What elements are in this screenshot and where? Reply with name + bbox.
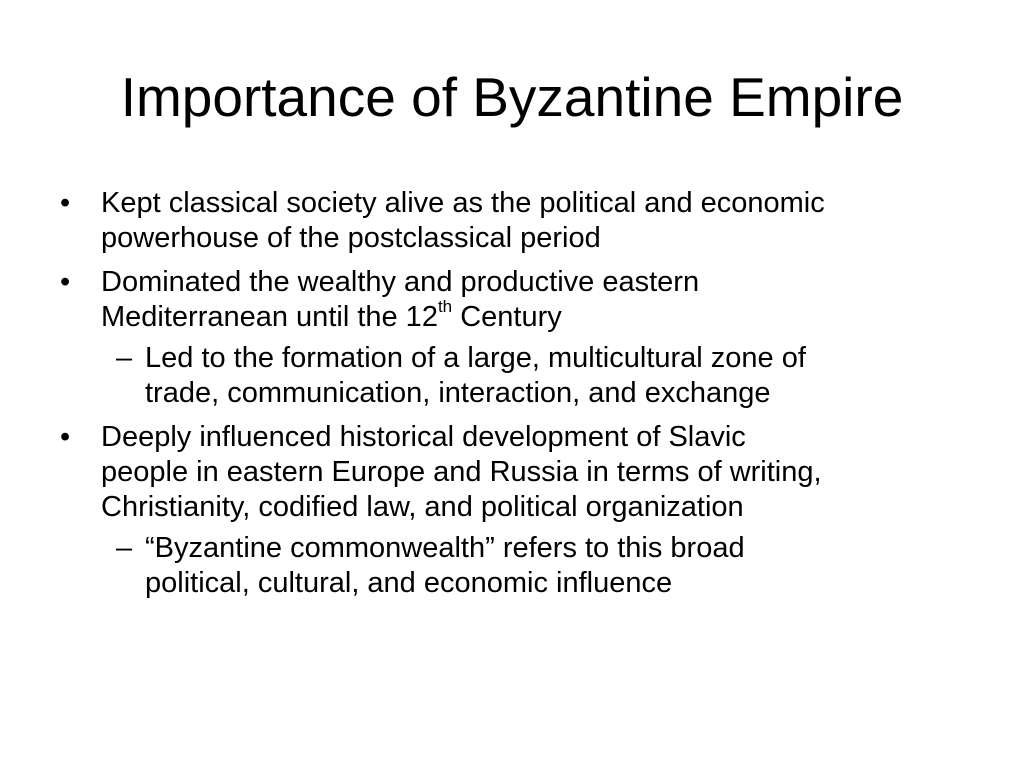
bullet-item-slavic-influence — [58, 420, 978, 525]
slide-title: Importance of Byzantine Empire — [120, 66, 904, 128]
bullet-list — [58, 186, 978, 610]
bullet-text-line-prefix: Mediterranean until the 12 — [101, 301, 438, 333]
sub-bullet-marker: – — [116, 342, 133, 374]
bullet-text-line: political, cultural, and economic influence — [145, 567, 673, 599]
bullet-text-line: people in eastern Europe and Russia in terms of writing, — [101, 456, 822, 488]
sub-bullet-text — [145, 532, 745, 599]
bullet-text — [101, 421, 822, 523]
bullet-text — [101, 187, 825, 254]
ordinal-superscript: th — [437, 297, 453, 316]
bullet-text-line: trade, communication, interaction, and exchange — [145, 377, 771, 409]
bullet-text-line: Kept classical society alive as the political and economic — [101, 187, 825, 219]
bullet-text-line: Dominated the wealthy and productive eastern — [101, 266, 700, 298]
bullet-text-line: Led to the formation of a large, multicultural zone of — [145, 342, 806, 374]
sub-bullet-text — [145, 342, 806, 409]
bullet-marker: • — [60, 187, 71, 219]
sub-bullet-item-commonwealth — [116, 531, 978, 601]
bullet-item-eastern-mediterranean — [58, 265, 978, 335]
bullet-item-classical-society — [58, 186, 978, 256]
bullet-marker: • — [60, 266, 71, 298]
sub-bullet-marker: – — [116, 532, 133, 564]
bullet-text-line: Christianity, codified law, and political organization — [101, 491, 744, 523]
bullet-text-line: Deeply influenced historical development of Slavic — [101, 421, 746, 453]
bullet-marker: • — [60, 421, 71, 453]
bullet-text-line: “Byzantine commonwealth” refers to this broad — [145, 532, 745, 564]
bullet-text-line: powerhouse of the postclassical period — [101, 222, 601, 254]
bullet-text-line-suffix: Century — [452, 301, 562, 333]
sub-bullet-item-trade-zone — [116, 341, 978, 411]
bullet-text — [101, 266, 699, 333]
